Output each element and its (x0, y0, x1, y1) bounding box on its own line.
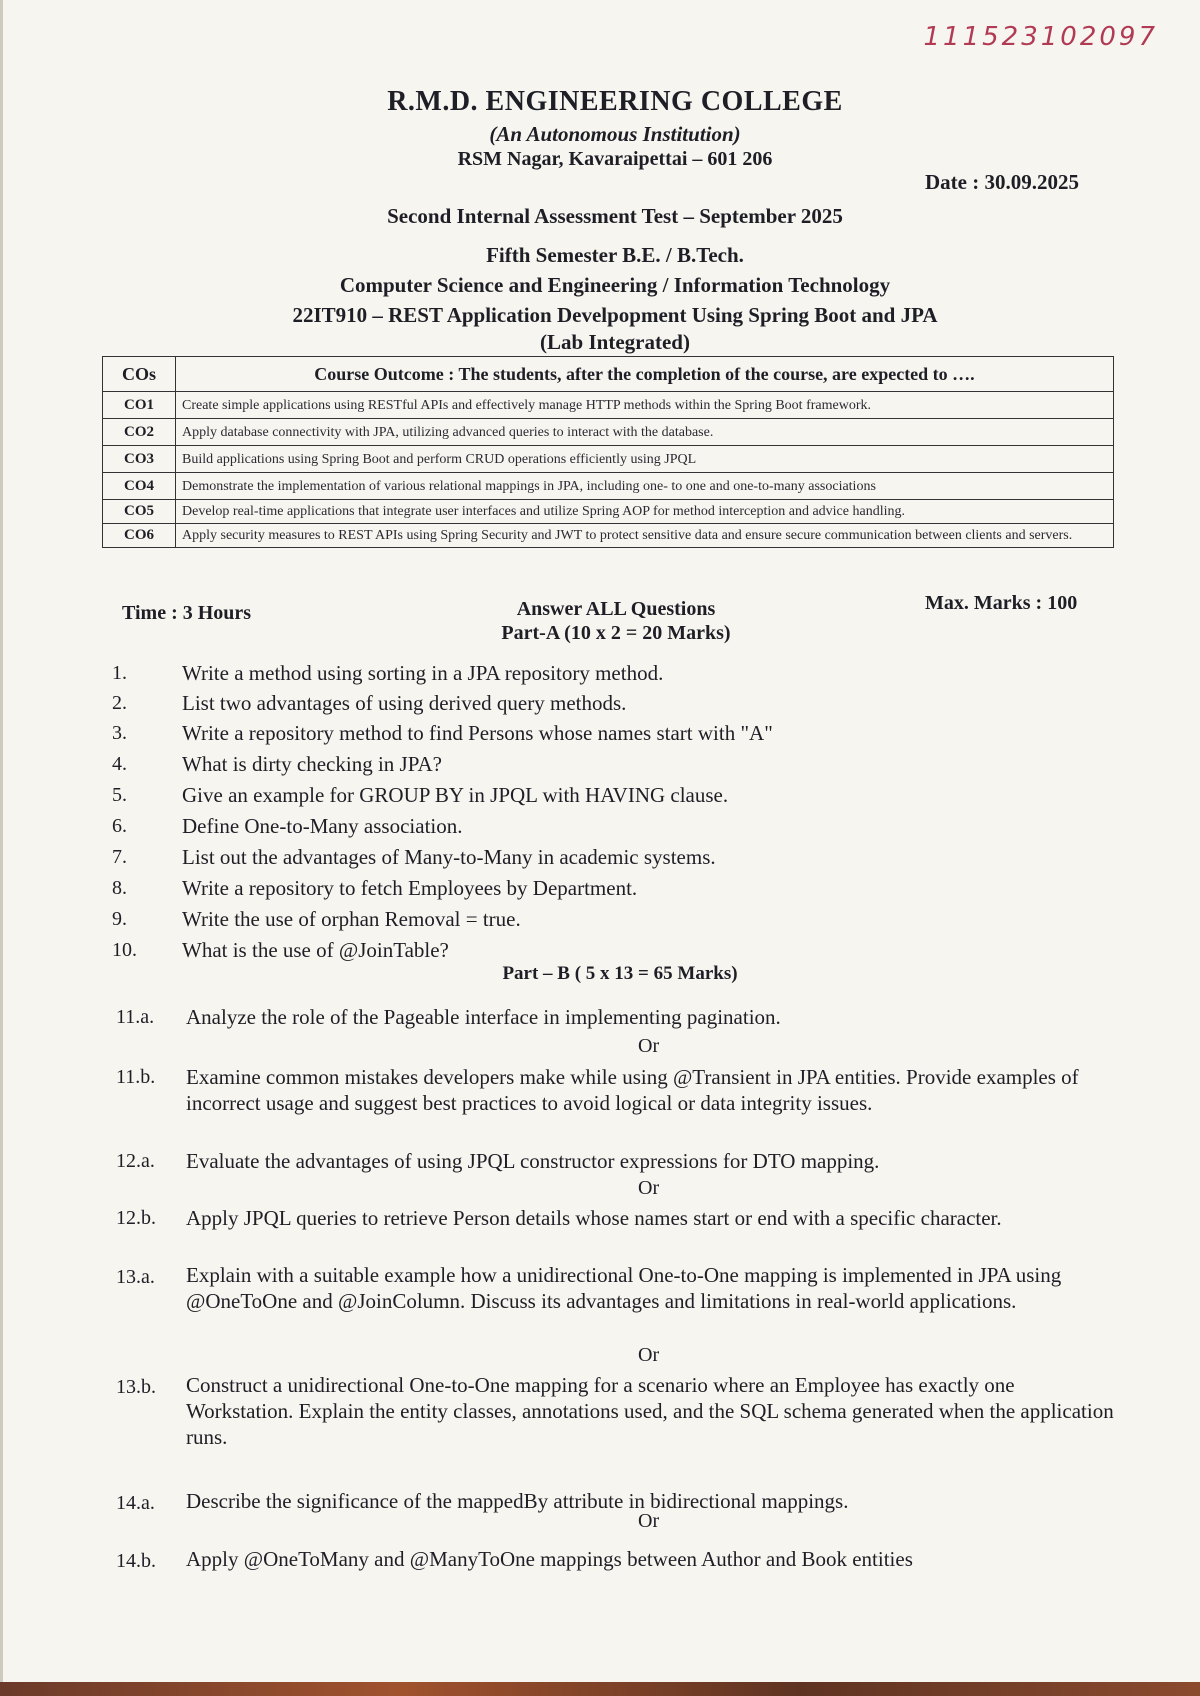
question-text: What is the use of @JoinTable? (182, 938, 449, 962)
co-code: CO2 (103, 419, 176, 446)
autonomous-label: (An Autonomous Institution) (489, 122, 741, 146)
question-number: 13.a. (116, 1266, 155, 1288)
part-a-heading: Part-A (10 x 2 = 20 Marks) (501, 622, 731, 644)
question-number: 11.a. (116, 1006, 155, 1028)
question-number: 1. (112, 662, 127, 684)
part-b-heading: Part – B ( 5 x 13 = 65 Marks) (502, 963, 738, 984)
question-text: Apply @OneToMany and @ManyToOne mappings between Author and Book entities (186, 1547, 913, 1571)
question-number: 14.a. (116, 1492, 155, 1514)
co-text: Apply database connectivity with JPA, utilizing advanced queries to interact with the database. (176, 419, 1114, 446)
exam-duration: Time : 3 Hours (122, 602, 252, 624)
co-code: CO6 (103, 524, 176, 548)
co-code: CO1 (103, 392, 176, 419)
co-row (103, 392, 1114, 419)
co-row (103, 524, 1114, 548)
max-marks: Max. Marks : 100 (925, 592, 1078, 614)
co-text: Create simple applications using RESTful APIs and effectively manage HTTP methods within the Spring Boot framework. (176, 392, 1114, 419)
co-table-header (103, 357, 1114, 392)
question-number: 8. (112, 877, 127, 899)
answer-all-instruction: Answer ALL Questions (516, 598, 716, 620)
or-separator: Or (638, 1510, 660, 1532)
question-text: Examine common mistakes developers make while using @Transient in JPA entities. Provide examples of incorrect usage and suggest best practices to avoid logical or data integrity issues. (186, 1065, 1079, 1115)
question-number: 11.b. (116, 1066, 156, 1088)
question-text: Write a method using sorting in a JPA repository method. (182, 661, 664, 685)
course-outcome-table (102, 356, 1114, 548)
question-text: Apply JPQL queries to retrieve Person details whose names start or end with a specific character. (186, 1206, 1002, 1230)
question-number: 9. (112, 908, 127, 930)
semester: Fifth Semester B.E. / B.Tech. (486, 243, 744, 267)
co-row (103, 473, 1114, 500)
question-text: Analyze the role of the Pageable interface in implementing pagination. (186, 1005, 781, 1029)
question-text: List two advantages of using derived query methods. (182, 691, 627, 715)
co-text: Demonstrate the implementation of various relational mappings in JPA, including one- to one and one-to-many associations (176, 473, 1114, 500)
question-number: 10. (112, 939, 137, 961)
college-name: R.M.D. ENGINEERING COLLEGE (387, 86, 843, 117)
test-title: Second Internal Assessment Test – September 2025 (387, 204, 843, 228)
co-header-code: COs (103, 357, 176, 392)
exam-date: Date : 30.09.2025 (925, 170, 1079, 194)
question-number: 12.b. (116, 1207, 156, 1229)
handwritten-register-number: 111523102097 (923, 22, 1158, 52)
question-number: 14.b. (116, 1550, 156, 1572)
lab-label: (Lab Integrated) (540, 330, 690, 354)
question-text: Write a repository to fetch Employees by Department. (182, 876, 638, 900)
co-code: CO5 (103, 500, 176, 524)
question-text: Give an example for GROUP BY in JPQL with HAVING clause. (182, 783, 729, 807)
co-row (103, 446, 1114, 473)
or-separator: Or (638, 1344, 660, 1366)
question-number: 4. (112, 753, 127, 775)
co-code: CO3 (103, 446, 176, 473)
department: Computer Science and Engineering / Information Technology (339, 273, 891, 297)
question-text: What is dirty checking in JPA? (182, 752, 442, 776)
question-number: 7. (112, 846, 127, 868)
co-text: Build applications using Spring Boot and perform CRUD operations efficiently using JPQL (176, 446, 1114, 473)
co-code: CO4 (103, 473, 176, 500)
course-title: 22IT910 – REST Application Develpopment Using Spring Boot and JPA (292, 303, 938, 327)
co-header-outcome: Course Outcome : The students, after the completion of the course, are expected to …. (176, 357, 1114, 392)
question-text: Write a repository method to find Persons whose names start with "A" (182, 721, 773, 745)
or-separator: Or (638, 1177, 660, 1199)
question-number: 5. (112, 784, 127, 806)
scan-bottom-edge (0, 1682, 1200, 1696)
question-text: Construct a unidirectional One-to-One mapping for a scenario where an Employee has exactly one Workstation. Explain the entity classes, annotations used, and the SQL schema generated when the application runs. (186, 1373, 1114, 1449)
question-text: Describe the significance of the mappedBy attribute in bidirectional mappings. (186, 1489, 849, 1513)
co-text: Apply security measures to REST APIs using Spring Security and JWT to protect sensitive data and ensure secure communication between clients and servers. (176, 524, 1114, 548)
question-text: Define One-to-Many association. (182, 814, 463, 838)
co-text: Develop real-time applications that integrate user interfaces and utilize Spring AOP for method interception and advice handling. (176, 500, 1114, 524)
college-address: RSM Nagar, Kavaraipettai – 601 206 (457, 148, 773, 170)
question-number: 3. (112, 722, 127, 744)
question-text: Explain with a suitable example how a unidirectional One-to-One mapping is implemented in JPA using @OneToOne and @JoinColumn. Discuss its advantages and limitations in real-world applications. (186, 1263, 1062, 1313)
question-text: Evaluate the advantages of using JPQL constructor expressions for DTO mapping. (186, 1149, 880, 1173)
co-row (103, 500, 1114, 524)
question-number: 12.a. (116, 1150, 155, 1172)
question-number: 13.b. (116, 1376, 156, 1398)
co-row (103, 419, 1114, 446)
question-number: 2. (112, 692, 127, 714)
question-text: List out the advantages of Many-to-Many in academic systems. (182, 845, 716, 869)
question-text: Write the use of orphan Removal = true. (182, 907, 521, 931)
question-number: 6. (112, 815, 127, 837)
or-separator: Or (638, 1035, 660, 1057)
